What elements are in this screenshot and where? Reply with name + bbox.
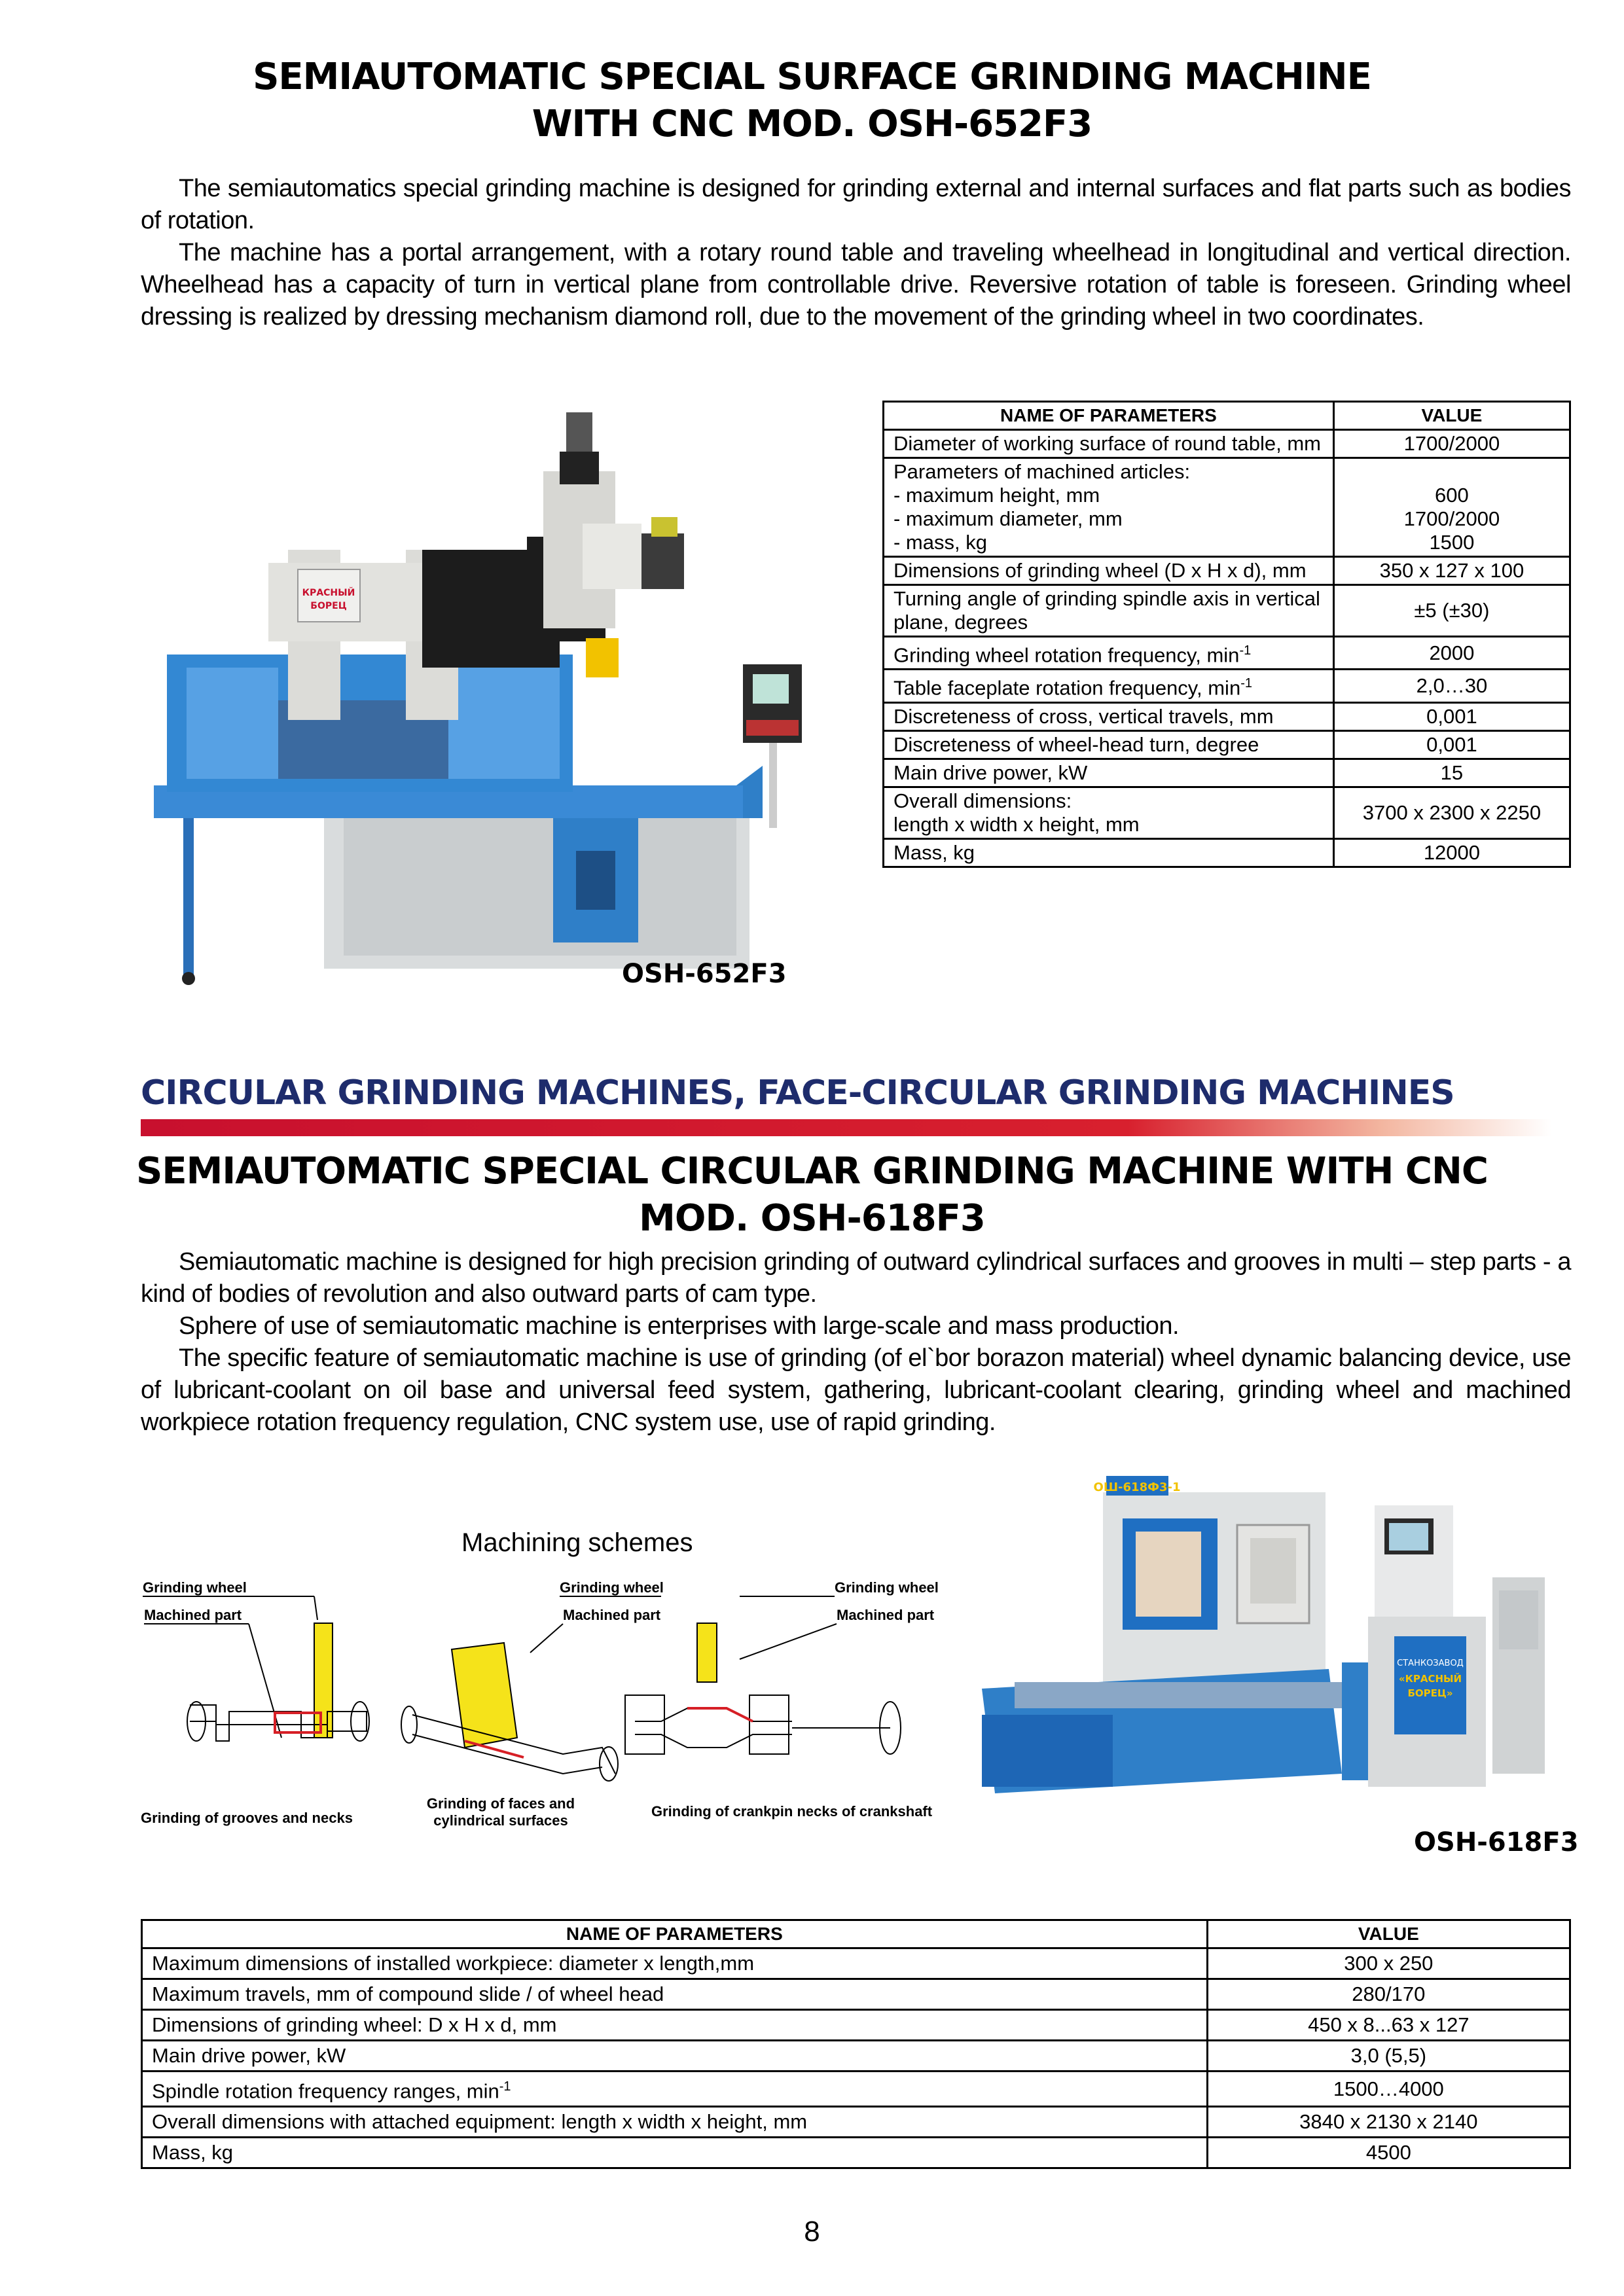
machining-schemes-diagram bbox=[137, 1568, 949, 1842]
parameter-name bbox=[884, 730, 1334, 759]
parameter-value: 2000 bbox=[1333, 637, 1570, 670]
parameter-name bbox=[142, 1948, 1208, 1979]
title-line-2: MOD. OSH-618F3 bbox=[639, 1197, 985, 1240]
table-row bbox=[884, 670, 1570, 702]
schemes-title: Machining schemes bbox=[461, 1528, 693, 1557]
parameter-name-text: Parameters of machined articles: - maximum height, mm - maximum diameter, mm - mass, kg bbox=[893, 460, 1191, 554]
photo-caption-osh-652f3: OSH-652F3 bbox=[622, 959, 787, 989]
header-value: VALUE bbox=[1333, 402, 1570, 430]
parameter-name bbox=[884, 838, 1334, 867]
paragraph: The semiautomatics special grinding machine is designed for grinding external and internal surfaces and flat parts such as bodies of rotation. bbox=[141, 175, 1571, 234]
caption-faces: cylindrical surfaces bbox=[433, 1812, 568, 1829]
parameter-value: ±5 (±30) bbox=[1333, 585, 1570, 637]
parameter-name-text: Spindle rotation frequency ranges, min bbox=[152, 2079, 499, 2103]
header-value: VALUE bbox=[1207, 1920, 1570, 1948]
table-row bbox=[142, 1948, 1570, 1979]
parameter-name bbox=[142, 2107, 1208, 2138]
parameter-value: 3700 x 2300 x 2250 bbox=[1333, 787, 1570, 838]
label-machined-part: Machined part bbox=[144, 1607, 242, 1623]
parameter-name-text: Main drive power, kW bbox=[152, 2044, 346, 2067]
parameter-name-text: Main drive power, kW bbox=[893, 761, 1088, 784]
table-row bbox=[884, 637, 1570, 670]
photo-caption-osh-618f3: OSH-618F3 bbox=[1414, 1827, 1579, 1857]
paragraph: The machine has a portal arrangement, with a rotary round table and traveling wheelhead in longitudinal and vertical direction. Wheelhead has a capacity of turn in vertical plane from controllable drive. Reversive rotation of table is foreseen. Grinding wheel dressing is realized by dressing mechanism diamond roll, due to the movement of the grinding wheel in two coordinates. bbox=[141, 239, 1571, 331]
paragraph: Sphere of use of semiautomatic machine is enterprises with large-scale and mass production. bbox=[179, 1312, 1180, 1340]
table-row bbox=[884, 557, 1570, 585]
table-row bbox=[142, 2010, 1570, 2041]
parameter-value: 2,0…30 bbox=[1333, 670, 1570, 702]
parameter-name bbox=[142, 1979, 1208, 2010]
table-header-row bbox=[884, 402, 1570, 430]
caption-faces: Grinding of faces and bbox=[426, 1795, 575, 1812]
parameter-name bbox=[884, 585, 1334, 637]
parameter-name-text: Maximum dimensions of installed workpiece: diameter x length,mm bbox=[152, 1952, 755, 1975]
table-row bbox=[884, 585, 1570, 637]
unit-exponent: -1 bbox=[499, 2079, 511, 2094]
parameter-name bbox=[884, 670, 1334, 702]
table-body bbox=[142, 1948, 1570, 2168]
parameter-name-text: Table faceplate rotation frequency, min bbox=[893, 676, 1241, 700]
parameter-name bbox=[142, 2138, 1208, 2168]
parameter-name bbox=[142, 2010, 1208, 2041]
parameter-name-text: Dimensions of grinding wheel: D x H x d, mm bbox=[152, 2013, 557, 2036]
title-line-2: WITH CNC MOD. OSH-652F3 bbox=[532, 103, 1092, 145]
table-row bbox=[884, 702, 1570, 730]
table-row bbox=[142, 2107, 1570, 2138]
table-row bbox=[884, 838, 1570, 867]
unit-exponent: -1 bbox=[1240, 676, 1252, 691]
parameter-name-text: Grinding wheel rotation frequency, min bbox=[893, 643, 1240, 667]
parameter-value: 600 1700/2000 1500 bbox=[1333, 458, 1570, 557]
parameter-name-text: Overall dimensions with attached equipment: length x width x height, mm bbox=[152, 2110, 808, 2134]
table-row bbox=[884, 759, 1570, 787]
parameter-name bbox=[884, 430, 1334, 458]
caption-grooves: Grinding of grooves and necks bbox=[141, 1810, 353, 1826]
table-row bbox=[884, 430, 1570, 458]
parameter-name bbox=[884, 787, 1334, 838]
label-machined-part: Machined part bbox=[837, 1607, 935, 1623]
section-divider bbox=[141, 1119, 1551, 1136]
paragraph: Semiautomatic machine is designed for high precision grinding of outward cylindrical surfaces and grooves in multi – step parts - a kind of bodies of revolution and also outward parts of cam type. bbox=[141, 1248, 1571, 1308]
label-grinding-wheel: Grinding wheel bbox=[560, 1579, 664, 1596]
parameter-name bbox=[142, 2072, 1208, 2107]
table-row bbox=[142, 2041, 1570, 2072]
page-title bbox=[0, 54, 1624, 148]
parameter-name-text: Turning angle of grinding spindle axis in vertical plane, degrees bbox=[893, 587, 1320, 634]
parameter-value: 1500…4000 bbox=[1207, 2072, 1570, 2107]
paragraph: The specific feature of semiautomatic machine is use of grinding (of el`bor borazon material) wheel dynamic balancing device, use of lubricant-coolant on oil base and universal feed system, gathering, lubricant-coolant clearing, grinding wheel and machined workpiece rotation frequency regulation, CNC system use, use of rapid grinding. bbox=[141, 1344, 1571, 1436]
parameter-name-text: Mass, kg bbox=[152, 2141, 234, 2164]
machine-plate: ОШ-618Ф3-1 bbox=[1093, 1480, 1181, 1494]
parameter-value: 12000 bbox=[1333, 838, 1570, 867]
label-machined-part: Machined part bbox=[563, 1607, 661, 1623]
brand-text: «КРАСНЫЙ bbox=[1398, 1673, 1462, 1685]
caption-crankpin: Grinding of crankpin necks of crankshaft bbox=[651, 1803, 933, 1820]
label-grinding-wheel: Grinding wheel bbox=[835, 1579, 939, 1596]
table-row bbox=[142, 2072, 1570, 2107]
title-line-1: SEMIAUTOMATIC SPECIAL CIRCULAR GRINDING MACHINE WITH CNC bbox=[136, 1150, 1488, 1193]
unit-exponent: -1 bbox=[1239, 643, 1252, 658]
parameter-value: 3,0 (5,5) bbox=[1207, 2041, 1570, 2072]
parameter-name-text: Maximum travels, mm of compound slide / of wheel head bbox=[152, 1982, 664, 2005]
parameter-name-text: Diameter of working surface of round table, mm bbox=[893, 432, 1321, 455]
parameter-name-text: Discreteness of wheel-head turn, degree bbox=[893, 732, 1259, 756]
table-row bbox=[142, 2138, 1570, 2168]
title-line-1: SEMIAUTOMATIC SPECIAL SURFACE GRINDING MACHINE bbox=[253, 56, 1371, 98]
parameter-name bbox=[884, 702, 1334, 730]
table-row bbox=[884, 730, 1570, 759]
page-number: 8 bbox=[804, 2215, 820, 2248]
parameters-table-osh-652f3 bbox=[882, 401, 1571, 868]
parameter-value: 4500 bbox=[1207, 2138, 1570, 2168]
parameter-value: 0,001 bbox=[1333, 730, 1570, 759]
label-grinding-wheel: Grinding wheel bbox=[143, 1579, 247, 1596]
page-title-2 bbox=[0, 1148, 1624, 1242]
parameter-value: 280/170 bbox=[1207, 1979, 1570, 2010]
parameter-value: 300 x 250 bbox=[1207, 1948, 1570, 1979]
parameter-value: 0,001 bbox=[1333, 702, 1570, 730]
parameter-name bbox=[884, 557, 1334, 585]
parameter-name-text: Overall dimensions: length x width x height, mm bbox=[893, 789, 1140, 836]
header-name: NAME OF PARAMETERS bbox=[884, 402, 1334, 430]
parameter-name-text: Mass, kg bbox=[893, 840, 975, 864]
parameter-name bbox=[884, 759, 1334, 787]
table-header-row bbox=[142, 1920, 1570, 1948]
parameter-name bbox=[884, 458, 1334, 557]
parameter-value: 1700/2000 bbox=[1333, 430, 1570, 458]
table-row bbox=[884, 458, 1570, 557]
table-body bbox=[884, 430, 1570, 867]
table-row bbox=[884, 787, 1570, 838]
machine-photo-osh-652f3 bbox=[147, 393, 802, 1008]
parameter-name-text: Discreteness of cross, vertical travels, mm bbox=[893, 704, 1274, 728]
parameter-value: 3840 x 2130 x 2140 bbox=[1207, 2107, 1570, 2138]
brand-text: БОРЕЦ» bbox=[1407, 1687, 1453, 1699]
plate-text: БОРЕЦ bbox=[310, 601, 347, 611]
plate-text: КРАСНЫЙ bbox=[302, 588, 355, 598]
parameter-name bbox=[142, 2041, 1208, 2072]
parameter-value: 15 bbox=[1333, 759, 1570, 787]
brand-text: СТАНКОЗАВОД bbox=[1397, 1659, 1464, 1668]
parameter-value: 450 x 8...63 x 127 bbox=[1207, 2010, 1570, 2041]
description-2 bbox=[141, 1246, 1571, 1439]
section-heading: CIRCULAR GRINDING MACHINES, FACE-CIRCULAR GRINDING MACHINES bbox=[141, 1073, 1454, 1113]
parameter-name bbox=[884, 637, 1334, 670]
machine-photo-osh-618f3 bbox=[975, 1466, 1571, 1846]
table-row bbox=[142, 1979, 1570, 2010]
description-1 bbox=[141, 173, 1571, 333]
parameter-value: 350 x 127 x 100 bbox=[1333, 557, 1570, 585]
parameter-name-text: Dimensions of grinding wheel (D x H x d), mm bbox=[893, 559, 1307, 582]
header-name: NAME OF PARAMETERS bbox=[142, 1920, 1208, 1948]
parameters-table-osh-618f3 bbox=[141, 1919, 1571, 2169]
